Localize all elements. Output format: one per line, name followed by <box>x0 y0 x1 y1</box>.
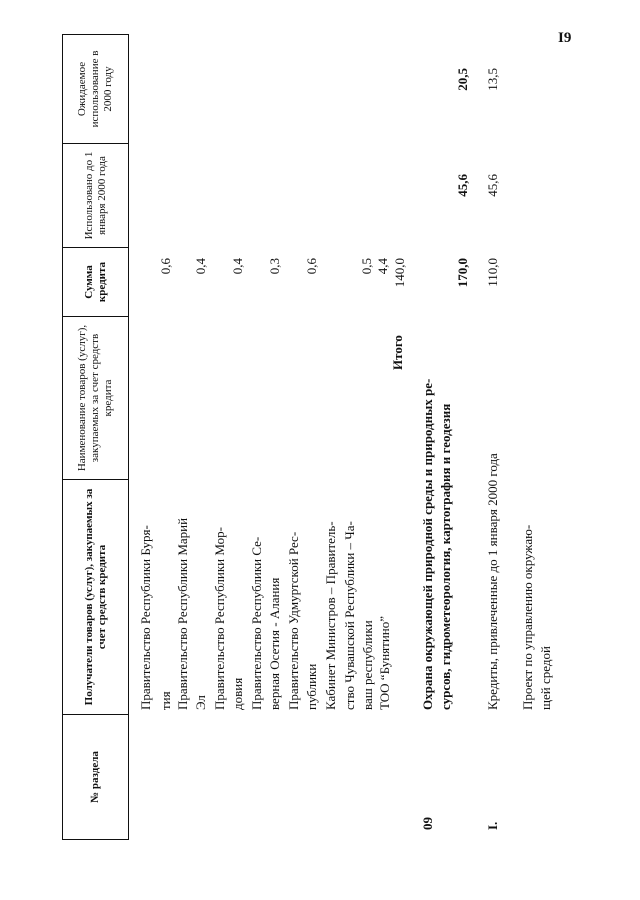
header-used: Использовано до 1 января 2000 года <box>82 151 108 240</box>
recipient-line: Правительство Республики Буря- <box>138 525 153 710</box>
recipient-line: верная Осетия - Алания <box>267 577 282 710</box>
credits-code: I. <box>485 821 500 830</box>
project-line: щей средой <box>538 646 553 710</box>
recipient-line: ваш республики <box>360 620 375 710</box>
header-recipients: Получатели товаров (услуг), закупаемых за счет средств кредита <box>82 488 108 706</box>
section-title-line: Охрана окружающей природной среды и природных ре- <box>420 378 435 710</box>
recipient-amount: 0,6 <box>304 258 319 275</box>
credits-used: 45,6 <box>485 174 500 197</box>
recipient-amount: 0,5 <box>359 258 374 275</box>
header-section-number: № раздела <box>89 751 101 803</box>
project-line: Проект по управлению окружаю- <box>520 524 535 710</box>
section-code: 09 <box>420 817 435 830</box>
recipient-line: Эл <box>193 695 208 710</box>
recipient-line: ство Чувашской Республики – Ча- <box>342 521 357 710</box>
recipient-amount: 0,4 <box>230 258 245 275</box>
recipient-line: публики <box>304 663 319 710</box>
page-number: I9 <box>558 30 572 46</box>
recipient-line: Кабинет Министров – Правитель- <box>323 521 338 710</box>
header-goods: Наименование товаров (услуг), закупаемых за счет средств кредита <box>76 324 114 472</box>
recipient-line: Правительство Республики Марий <box>175 517 190 710</box>
header-credit-amount: Сумма кредита <box>82 261 108 303</box>
total-amount: 140,0 <box>392 258 407 288</box>
header-divider <box>62 839 129 840</box>
recipient-line: довия <box>230 677 245 710</box>
credits-label: Кредиты, привлеченные до 1 января 2000 года <box>485 453 500 710</box>
rotated-table-page <box>20 10 620 870</box>
recipient-amount: 0,3 <box>267 258 282 275</box>
total-label: Итого <box>390 335 405 370</box>
section-title-line: сурсов, гидрометеорология, картография и геодезия <box>438 403 453 710</box>
recipient-line: тия <box>158 691 173 710</box>
recipient-line: Правительство Республики Мор- <box>212 527 227 710</box>
recipient-line: ТОО “Бунятино” <box>377 615 392 710</box>
recipient-amount: 4,4 <box>375 258 390 275</box>
recipient-line: Правительство Республики Се- <box>249 536 264 710</box>
section-amount: 170,0 <box>455 258 470 288</box>
credits-amount: 110,0 <box>485 258 500 287</box>
section-expected: 20,5 <box>455 68 470 91</box>
recipient-amount: 0,4 <box>193 258 208 275</box>
section-used: 45,6 <box>455 174 470 197</box>
header-expected: Ожидаемое использование в 2000 году <box>76 50 114 128</box>
credits-expected: 13,5 <box>485 68 500 91</box>
recipient-line: Правительство Удмуртской Рес- <box>286 531 301 710</box>
recipient-amount: 0,6 <box>158 258 173 275</box>
